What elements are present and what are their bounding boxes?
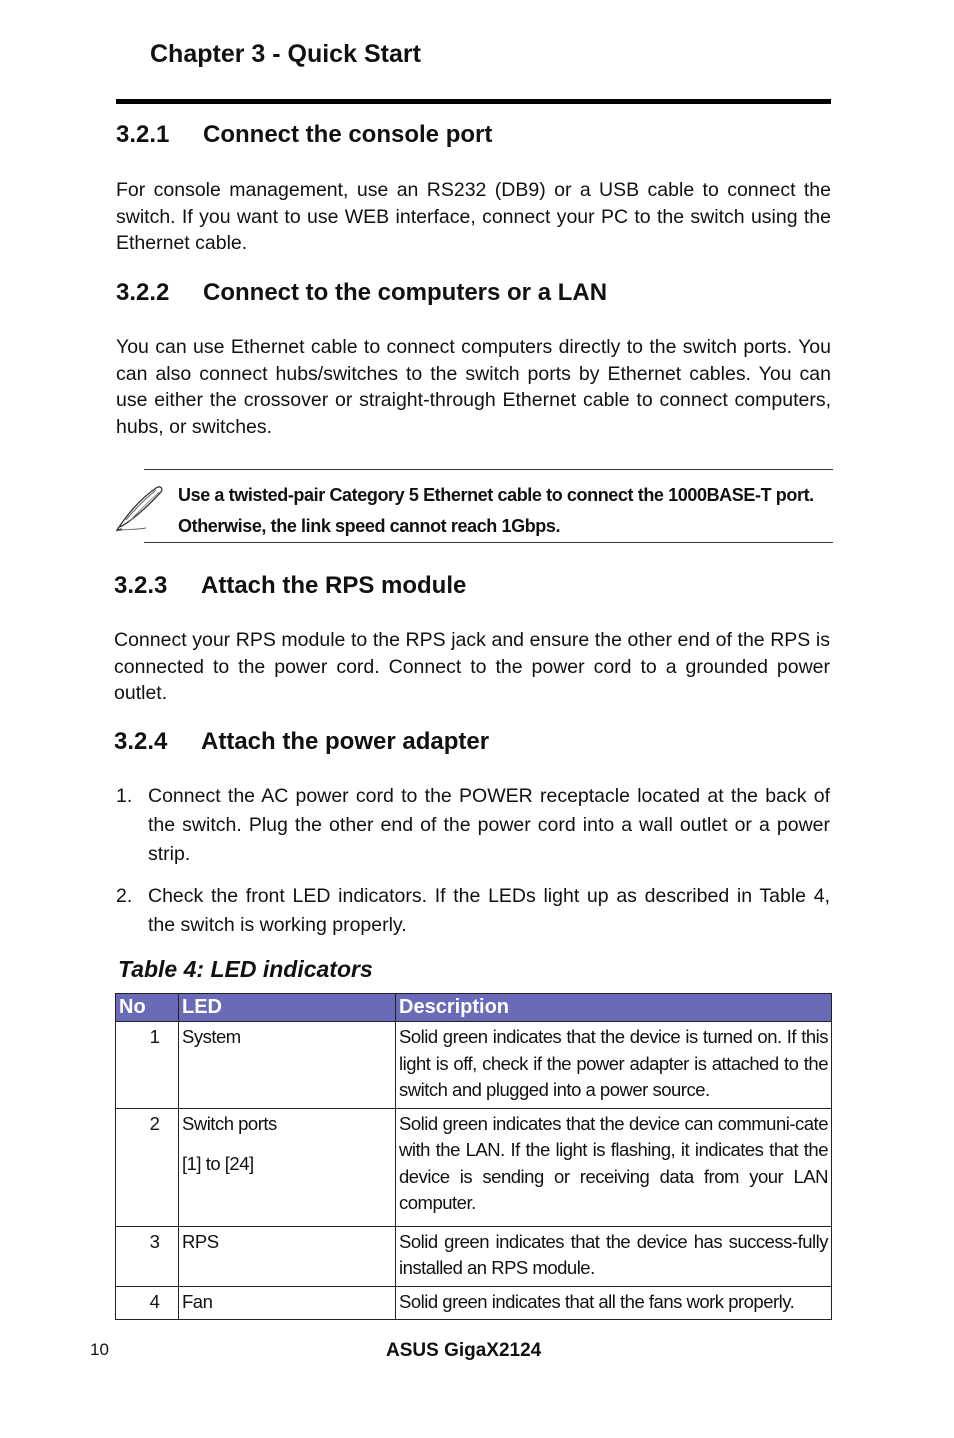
page-number: 10 [90,1340,109,1359]
column-header-led: LED [179,994,396,1022]
cell-no: 3 [116,1226,179,1286]
section-title: Attach the power adapter [201,728,490,755]
section-number: 3.2.2 [116,279,170,306]
table-row [116,1226,832,1286]
cell-led: RPS [179,1226,396,1286]
list-item [116,782,830,869]
cell-description: Solid green indicates that the device can communi-cate with the LAN. If the light is flashing, it indicates that the device is sending or receiving data from your LAN computer. [396,1108,832,1226]
cell-led [179,1108,396,1226]
section-body-3-2-1: For console management, use an RS232 (DB9) or a USB cable to connect the switch. If you want to use WEB interface, connect your PC to the switch using the Ethernet cable. [116,179,831,254]
led-table [115,993,832,1320]
table-row [116,1022,832,1109]
cell-no: 4 [116,1286,179,1320]
section-heading-3-2-3 [114,572,466,600]
note-top-rule [144,469,833,470]
step-number: 1. [116,785,133,807]
cell-description: Solid green indicates that the device has success-fully installed an RPS module. [396,1226,832,1286]
step-text: Connect the AC power cord to the POWER receptacle located at the back of the switch. Plug the other end of the power cord into a wall outlet or a power strip. [148,785,830,865]
table-row [116,1286,832,1320]
section-title: Connect the console port [203,121,493,148]
section-heading-3-2-1 [116,121,492,149]
section-number: 3.2.1 [116,121,170,148]
chapter-title: Chapter 3 - Quick Start [150,40,421,68]
section-title: Connect to the computers or a LAN [203,279,608,306]
cell-description: Solid green indicates that all the fans work properly. [396,1286,832,1320]
steps-list [116,782,830,953]
header-rule [116,99,831,104]
column-header-description: Description [396,994,832,1022]
list-item [116,882,830,940]
column-header-no: No [116,994,179,1022]
note-bottom-rule [144,542,833,543]
footer-product-name: ASUS GigaX2124 [386,1340,542,1361]
led-name: Switch ports [182,1112,277,1134]
led-subtext: [1] to [24] [182,1153,254,1174]
cell-description: Solid green indicates that the device is turned on. If this light is off, check if the power adapter is attached to the switch and plugged into a power source. [396,1022,832,1109]
section-body-3-2-3: Connect your RPS module to the RPS jack and ensure the other end of the RPS is connected to the power cord. Connect to the power cord to a grounded power outlet. [114,629,830,704]
pencil-icon [114,480,164,532]
step-number: 2. [116,885,133,907]
cell-led: System [179,1022,396,1109]
section-title: Attach the RPS module [201,572,467,599]
cell-no: 2 [116,1108,179,1226]
cell-led: Fan [179,1286,396,1320]
section-heading-3-2-2 [116,279,607,307]
table-header-row [116,994,832,1022]
section-number: 3.2.3 [114,572,168,599]
section-number: 3.2.4 [114,728,168,755]
step-text: Check the front LED indicators. If the LEDs light up as described in Table 4, the switch is working properly. [148,885,830,936]
note-text: Use a twisted-pair Category 5 Ethernet cable to connect the 1000BASE-T port. Otherwise, the link speed cannot reach 1Gbps. [178,485,814,536]
table-caption: Table 4: LED indicators [118,956,373,982]
section-body-3-2-2: You can use Ethernet cable to connect computers directly to the switch ports. You can also connect hubs/switches to the switch ports by Ethernet cables. You can use either the crossover or straight-through Ethernet cable to connect computers, hubs, or switches. [116,336,831,438]
section-heading-3-2-4 [114,728,489,756]
cell-no: 1 [116,1022,179,1109]
table-row [116,1108,832,1226]
